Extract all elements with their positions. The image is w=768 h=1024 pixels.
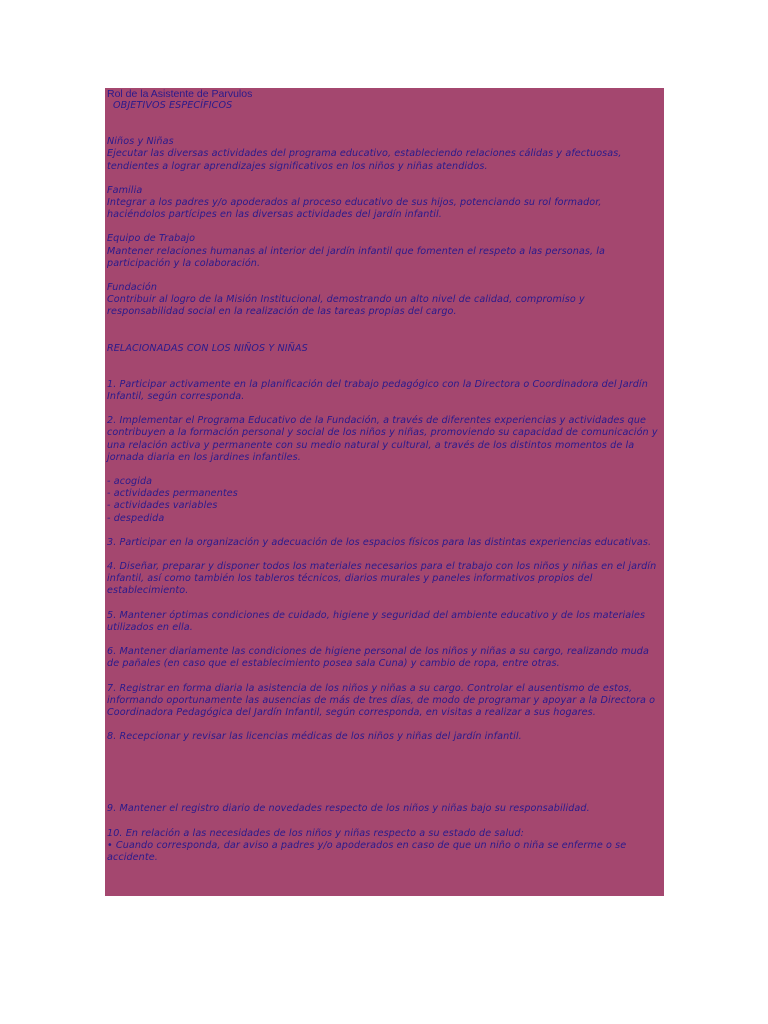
list-item-5: 5. Mantener óptimas condiciones de cuidado, higiene y seguridad del ambiente educativo y de los materiales utilizados en ella. [107,609,646,633]
section-heading: Niños y Niñas [107,136,174,148]
section-text: Integrar a los padres y/o apoderados al proceso educativo de sus hijos, potenciando su rol formador, haciéndolos partícipes en las diversas actividades del jardín infantil. [107,197,602,221]
section-text: Ejecutar las diversas actividades del programa educativo, estableciendo relaciones cálidas y afectuosas, tendientes a lograr aprendizajes significativos en los niños y niñas atendidos. [107,148,622,172]
section-familia [107,185,662,222]
section-text: Contribuir al logro de la Misión Institucional, demostrando un alto nivel de calidad, compromiso y responsabilidad social en la realización de las tareas propias del cargo. [107,294,585,318]
list-item-1: 1. Participar activamente en la planificación del trabajo pedagógico con la Directora o Coordinadora del Jardín Infantil, según corresponda. [107,378,648,403]
section-heading: Familia [107,184,143,196]
section-heading: Fundación [107,282,158,294]
list-item-2: 2. Implementar el Programa Educativo de la Fundación, a través de diferentes experiencias y actividades que contribuyen a la formación personal y social de los niños y niñas, promoviendo su capacidad de comunicación y una relación activa y permanente con su medio natural y cultural, a través de los distintos momentos de la jornada diaria en los jardines infantiles. [107,415,658,463]
section-equipo [107,233,662,270]
section-ninos [107,136,662,173]
section-fundacion [107,282,662,319]
list-item-6: 6. Mantener diariamente las condiciones de higiene personal de los niños y niñas a su cargo, realizando muda de pañales (en caso que el establecimiento posea sala Cuna) y cambio de ropa, entre otras. [107,646,649,670]
section-text: Mantener relaciones humanas al interior del jardín infantil que fomenten el respeto a las personas, la participación y la colaboración. [107,245,606,269]
list-item-8: 8. Recepcionar y revisar las licencias médicas de los niños y niñas del jardín infantil. [107,731,522,743]
sub-item-despedida: - despedida [107,512,165,524]
list-item-7: 7. Registrar en forma diaria la asistencia de los niños y niñas a su cargo. Controlar el ausentismo de estos, informando oportunamente las ausencias de más de tres días, de modo de programar y apoyar a la Directora o Coordinadora Pedagógica del Jardín Infantil, según corresponda, en visitas a realizar a sus hogares. [107,682,656,718]
list-item-4: 4. Diseñar, preparar y disponer todos los materiales necesarios para el trabajo con los niños y niñas en el jardín infantil, así como también los tableros técnicos, diarios murales y paneles informativos propios del establecimiento. [107,561,657,597]
document-panel [105,88,664,896]
list-item-3: 3. Participar en la organización y adecuación de los espacios físicos para las distintas experiencias educativas. [107,536,652,548]
sub-item-acogida: - acogida [107,476,153,488]
document-title: Rol de la Asistente de Parvulos [107,88,253,100]
list-item-9: 9. Mantener el registro diario de novedades respecto de los niños y niñas bajo su responsabilidad. [107,803,590,815]
sub-item-permanentes: - actividades permanentes [107,488,238,500]
document-subtitle: OBJETIVOS ESPECÍFICOS [113,100,233,111]
related-heading: RELACIONADAS CON LOS NIÑOS Y NIÑAS [107,342,308,354]
list-item-10-bullet: • Cuando corresponda, dar aviso a padres y/o apoderados en caso de que un niño o niña se enferme o se accidente. [107,839,627,863]
sub-item-variables: - actividades variables [107,500,218,512]
section-heading: Equipo de Trabajo [107,233,196,245]
list-item-10: 10. En relación a las necesidades de los niños y niñas respecto a su estado de salud: [107,827,524,839]
